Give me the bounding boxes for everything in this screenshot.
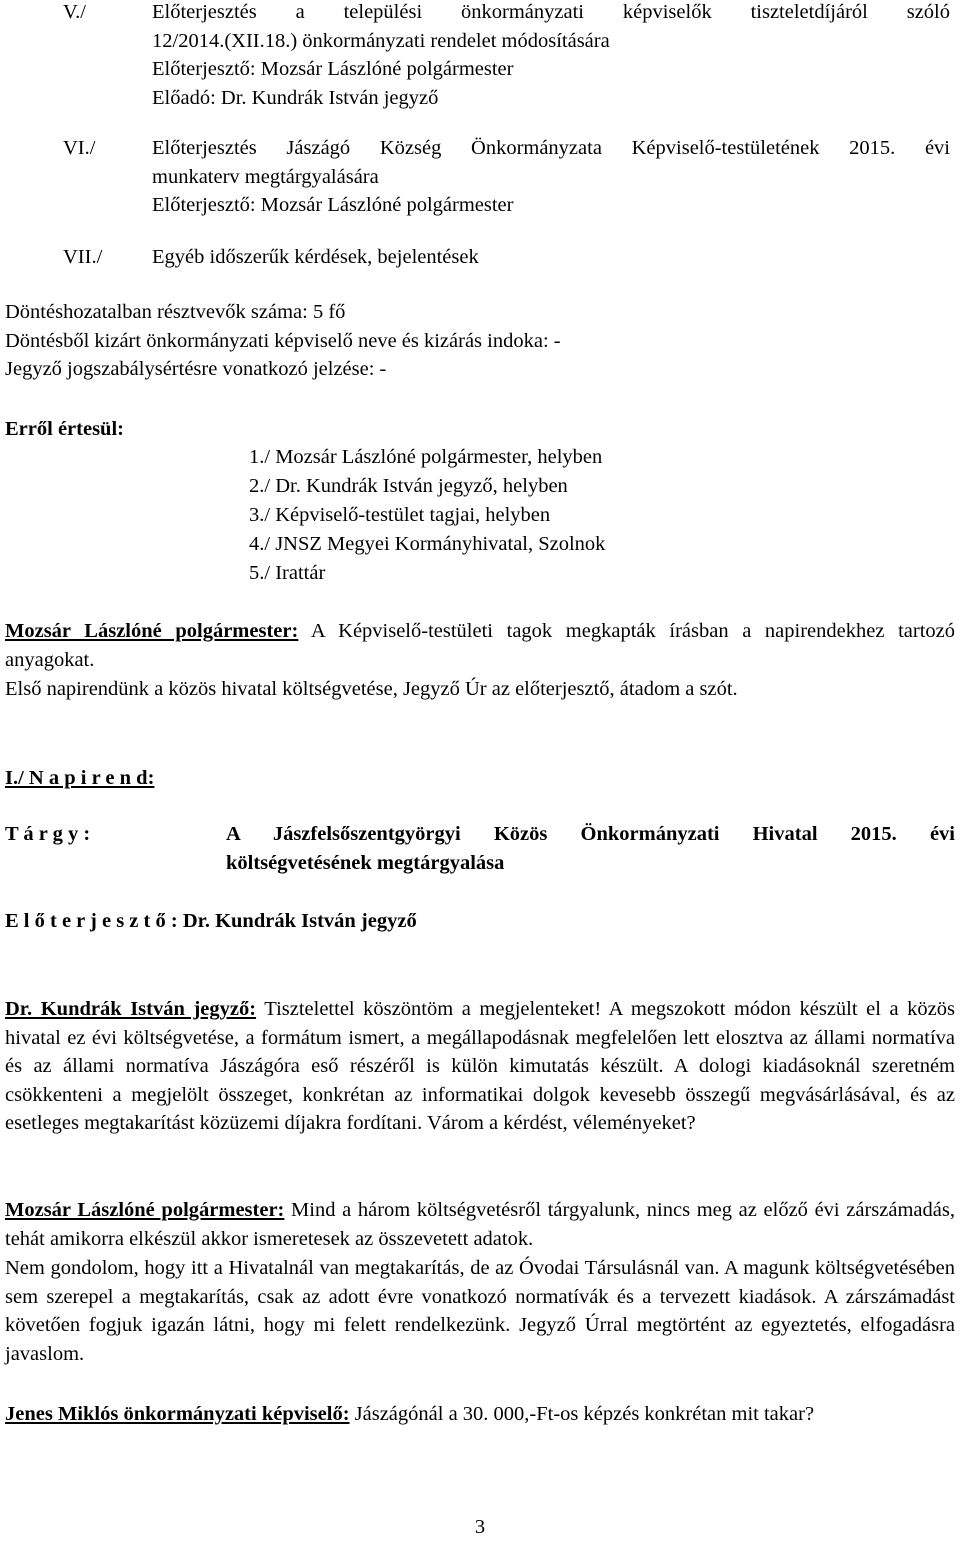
presenter-label: E l ő t e r j e s z t ő :: [5, 910, 178, 932]
mayor-intro-paragraph: [5, 617, 955, 674]
agenda-number-vi: VI./: [63, 137, 96, 159]
presenter-line: [5, 907, 417, 936]
presenter-name: Dr. Kundrák István jegyző: [177, 910, 417, 932]
speech-continuation: Nem gondolom, hogy itt a Hivatalnál van megtakarítás, de az Óvodai Társulásnál van. A magunk költségvetésében sem szerepel a megtakarítás, csak az adott évre vonatkozó normatívák és a tervezett kiadások. A zárszámadást követően fogjuk igazán látni, hogy mi felett rendelkezünk. Jegyző Úrral megtörtént az egyeztetés, elfogadásra javaslom.: [5, 1257, 955, 1365]
notify-item: 2./ Dr. Kundrák István jegyző, helyben: [249, 475, 568, 497]
speaker-name: Mozsár Lászlóné polgármester:: [5, 1199, 285, 1221]
agenda-line: Előterjesztő: Mozsár Lászlóné polgármester: [152, 58, 514, 81]
subject-label: T á r g y :: [5, 823, 91, 845]
speaker-name: Mozsár Lászlóné polgármester:: [5, 620, 299, 642]
agenda-item-vii: [152, 243, 950, 272]
notify-item: 4./ JNSZ Megyei Kormányhivatal, Szolnok: [249, 533, 606, 555]
agenda-line: Előterjesztés Jászágó Község Önkormányzata Képviselő-testületének 2015. évi: [152, 137, 950, 159]
notify-list: [249, 443, 605, 588]
decision-notary-signal: Jegyző jogszabálysértésre vonatkozó jelzése: -: [5, 358, 387, 380]
decision-excluded: Döntésből kizárt önkormányzati képviselő neve és kizárás indoka: -: [5, 330, 561, 352]
agenda-line: Előterjesztő: Mozsár Lászlóné polgármester: [152, 194, 514, 217]
agenda-item-v: [152, 0, 950, 112]
agenda-item-vi: [152, 134, 950, 220]
subject-line: A Jászfelsőszentgyörgyi Közös Önkormányzati Hivatal 2015. évi: [226, 823, 955, 845]
speaker-name: Jenes Miklós önkormányzati képviselő:: [5, 1403, 350, 1425]
speech-paragraph: [5, 1400, 955, 1429]
speech-paragraph: [5, 995, 955, 1138]
agenda-line: 12/2014.(XII.18.) önkormányzati rendelet módosítására: [152, 29, 610, 52]
speaker-name: Dr. Kundrák István jegyző:: [5, 998, 257, 1020]
agenda-number-v: V./: [63, 1, 86, 23]
agenda-line: munkaterv megtárgyalására: [152, 165, 379, 188]
notify-item: 3./ Képviselő-testület tagjai, helyben: [249, 504, 551, 526]
agenda-line: Előterjesztés a települési önkormányzati képviselők tiszteletdíjáról szóló: [152, 1, 950, 23]
decision-participants: Döntéshozatalban résztvevők száma: 5 fő: [5, 301, 346, 323]
agenda-line: Egyéb időszerűk kérdések, bejelentések: [152, 246, 479, 268]
speech-text: Jászágónál a 30. 000,-Ft-os képzés konkrétan mit takar?: [349, 1403, 815, 1425]
subject-text: [226, 820, 955, 877]
speech-text: A Képviselő-testületi tagok megkapták írásban a napirendekhez tartozó anyagokat.: [5, 620, 955, 671]
mayor-intro-line2: Első napirendünk a közös hivatal költségvetése, Jegyző Úr az előterjesztő, átadom a szót.: [5, 678, 738, 700]
agenda-item-heading: I./ N a p i r e n d:: [5, 767, 155, 789]
notify-heading: Erről értesül:: [5, 418, 124, 440]
notify-item: 5./ Irattár: [249, 562, 326, 584]
speech-text: Mind a három költségvetésről tárgyalunk, nincs meg az előző évi zárszámadás, tehát amikorra elkészül akkor ismeretesek az összevetett adatok.: [5, 1199, 955, 1250]
speech-paragraph: [5, 1196, 955, 1253]
agenda-line: Előadó: Dr. Kundrák István jegyző: [152, 86, 439, 109]
notify-item: 1./ Mozsár Lászlóné polgármester, helyben: [249, 446, 603, 468]
speech-text: Tisztelettel köszöntöm a megjelenteket! A megszokott módon készült el a közös hivatal ez évi költségvetése, a formátum ismert, a megállapodásnak megfelelően lett elosztva az állami normatíva és az állami normatíva Jászágóra eső részéről is külön kimutatás készült. A dologi kiadásoknál szeretném csökkenteni a megjelölt összeget, konkrétan az informatikai dolgok kevesebb összegű megvásárlásával, és az esetleges megtakarítást közüzemi díjakra fordítani. Várom a kérdést, véleményeket?: [5, 998, 955, 1135]
subject-line: költségvetésének megtárgyalása: [226, 851, 505, 874]
agenda-number-vii: VII./: [63, 246, 103, 268]
page-number: 3: [474, 1516, 486, 1538]
